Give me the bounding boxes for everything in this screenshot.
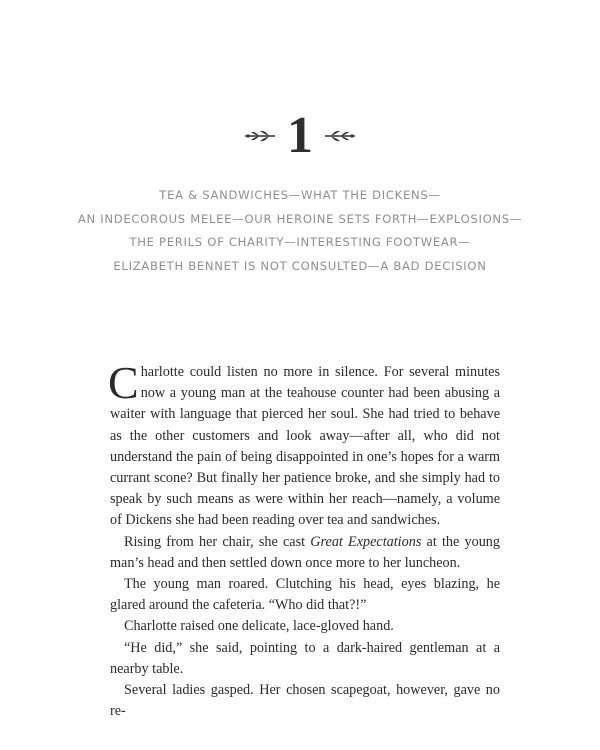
- drop-cap: C: [108, 357, 139, 408]
- paragraph-3: The young man roared. Clutching his head, eyes blazing, he glared around the cafeteria. “Who did that?!”: [110, 576, 500, 614]
- paragraph-5: “He did,” she said, pointing to a dark-haired gentleman at a nearby table.: [110, 639, 500, 677]
- chapter-number: 1: [287, 107, 313, 164]
- summary-line: THE PERILS OF CHARITY—INTERESTING FOOTWEAR—: [129, 235, 471, 249]
- paragraph-1: [108, 357, 500, 532]
- paragraph-6: Several ladies gasped. Her chosen scapegoat, however, gave no re-: [110, 682, 500, 720]
- paragraph-1-text: harlotte could listen no more in silence. For several minutes now a young man at the teahouse counter had been abusing a waiter with language that pierced her soul. She had tried to behave as the other customers and look away—after all, who did not understand the pain of being disappointed in one’s hopes for a warm currant scone? But finally her patience broke, and she simply had to speak by such means as were within her reach—namely, a volume of Dickens she had been reading over tea and sandwiches.: [110, 364, 500, 529]
- right-sprig-icon: [323, 128, 357, 144]
- paragraph-2: [110, 532, 500, 574]
- paragraph-2-text-before: Rising from her chair, she cast: [124, 533, 311, 550]
- paragraph-4: Charlotte raised one delicate, lace-gloved hand.: [124, 618, 394, 635]
- chapter-ornament: [0, 108, 600, 164]
- summary-line: ELIZABETH BENNET IS NOT CONSULTED—A BAD DECISION: [113, 258, 487, 273]
- summary-line: TEA & SANDWICHES—WHAT THE DICKENS—: [159, 188, 441, 202]
- chapter-body: [108, 357, 500, 722]
- paragraph-2-text-after: at the young man’s head and then settled down once more to her luncheon.: [110, 533, 500, 571]
- summary-line: AN INDECOROUS MELEE—OUR HEROINE SETS FORTH—EXPLOSIONS—: [77, 211, 523, 226]
- chapter-summary: [40, 184, 560, 278]
- left-sprig-icon: [243, 128, 277, 144]
- book-title: Great Expectations: [310, 533, 422, 550]
